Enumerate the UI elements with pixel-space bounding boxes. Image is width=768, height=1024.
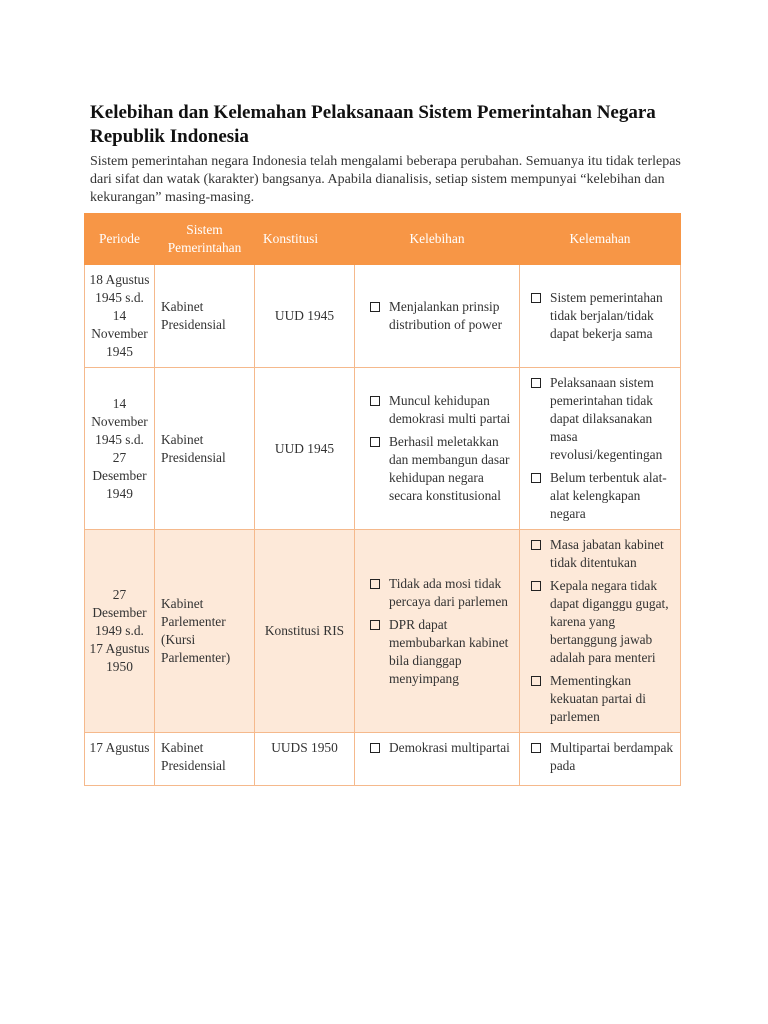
header-kelemahan: Kelemahan bbox=[520, 214, 681, 265]
table-row bbox=[85, 530, 681, 733]
cell-sistem: Kabinet Presidensial bbox=[155, 265, 255, 368]
list-item: Pelaksanaan sistem pemerintahan tidak dapat dilaksanakan masa revolusi/kegentingan bbox=[528, 374, 676, 464]
cell-konstitusi: UUD 1945 bbox=[255, 368, 355, 530]
cell-periode: 27 Desember 1949 s.d. 17 Agustus 1950 bbox=[85, 530, 155, 733]
cell-sistem: Kabinet Presidensial bbox=[155, 368, 255, 530]
cell-kelebihan bbox=[355, 530, 520, 733]
list-item: Berhasil meletakkan dan membangun dasar kehidupan negara secara konstitusional bbox=[367, 433, 515, 505]
checkbox-bullet-icon bbox=[370, 743, 380, 753]
document-title: Kelebihan dan Kelemahan Pelaksanaan Sistem Pemerintahan Negara Republik Indonesia bbox=[90, 102, 656, 147]
checkbox-bullet-icon bbox=[370, 396, 380, 406]
list-item: Kepala negara tidak dapat diganggu gugat, karena yang bertanggung jawab adalah para menteri bbox=[528, 577, 676, 667]
cell-konstitusi: UUDS 1950 bbox=[255, 733, 355, 786]
cell-periode: 17 Agustus bbox=[85, 733, 155, 786]
header-kelebihan: Kelebihan bbox=[355, 214, 520, 265]
cell-kelemahan bbox=[520, 368, 681, 530]
checkbox-bullet-icon bbox=[531, 293, 541, 303]
cell-kelebihan bbox=[355, 368, 520, 530]
checkbox-bullet-icon bbox=[531, 473, 541, 483]
list-item: Belum terbentuk alat-alat kelengkapan negara bbox=[528, 469, 676, 523]
table-row bbox=[85, 265, 681, 368]
cell-kelemahan bbox=[520, 733, 681, 786]
checkbox-bullet-icon bbox=[370, 437, 380, 447]
checkbox-bullet-icon bbox=[370, 579, 380, 589]
cell-sistem: Kabinet Presidensial bbox=[155, 733, 255, 786]
government-systems-table bbox=[84, 213, 681, 786]
cell-konstitusi: Konstitusi RIS bbox=[255, 530, 355, 733]
intro-paragraph: Sistem pemerintahan negara Indonesia telah mengalami beberapa perubahan. Semuanya itu tidak terlepas dari sifat dan watak (karakter) bangsanya. Apabila dianalisis, setiap sistem mempunyai “kelebihan dan kekurangan” masing-masing. bbox=[90, 154, 681, 205]
cell-periode: 14 November 1945 s.d. 27 Desember 1949 bbox=[85, 368, 155, 530]
checkbox-bullet-icon bbox=[531, 743, 541, 753]
checkbox-bullet-icon bbox=[531, 581, 541, 591]
list-item: Muncul kehidupan demokrasi multi partai bbox=[367, 392, 515, 428]
table-header bbox=[85, 214, 681, 265]
list-item: Masa jabatan kabinet tidak ditentukan bbox=[528, 536, 676, 572]
cell-kelemahan bbox=[520, 265, 681, 368]
list-item: DPR dapat membubarkan kabinet bila dianggap menyimpang bbox=[367, 616, 515, 688]
list-item: Menjalankan prinsip distribution of power bbox=[367, 298, 515, 334]
checkbox-bullet-icon bbox=[370, 620, 380, 630]
checkbox-bullet-icon bbox=[531, 540, 541, 550]
header-konstitusi: Konstitusi bbox=[255, 214, 355, 265]
checkbox-bullet-icon bbox=[370, 302, 380, 312]
checkbox-bullet-icon bbox=[531, 378, 541, 388]
header-periode: Periode bbox=[85, 214, 155, 265]
checkbox-bullet-icon bbox=[531, 676, 541, 686]
cell-kelebihan bbox=[355, 733, 520, 786]
list-item: Multipartai berdampak pada bbox=[528, 739, 676, 775]
cell-kelebihan bbox=[355, 265, 520, 368]
list-item: Sistem pemerintahan tidak berjalan/tidak dapat bekerja sama bbox=[528, 289, 676, 343]
cell-konstitusi: UUD 1945 bbox=[255, 265, 355, 368]
cell-sistem: Kabinet Parlementer (Kursi Parlementer) bbox=[155, 530, 255, 733]
header-sistem: Sistem Pemerintahan bbox=[155, 214, 255, 265]
list-item: Tidak ada mosi tidak percaya dari parlemen bbox=[367, 575, 515, 611]
list-item: Mementingkan kekuatan partai di parlemen bbox=[528, 672, 676, 726]
cell-kelemahan bbox=[520, 530, 681, 733]
table-row bbox=[85, 368, 681, 530]
cell-periode: 18 Agustus 1945 s.d. 14 November 1945 bbox=[85, 265, 155, 368]
list-item: Demokrasi multipartai bbox=[367, 739, 515, 757]
table-row bbox=[85, 733, 681, 786]
